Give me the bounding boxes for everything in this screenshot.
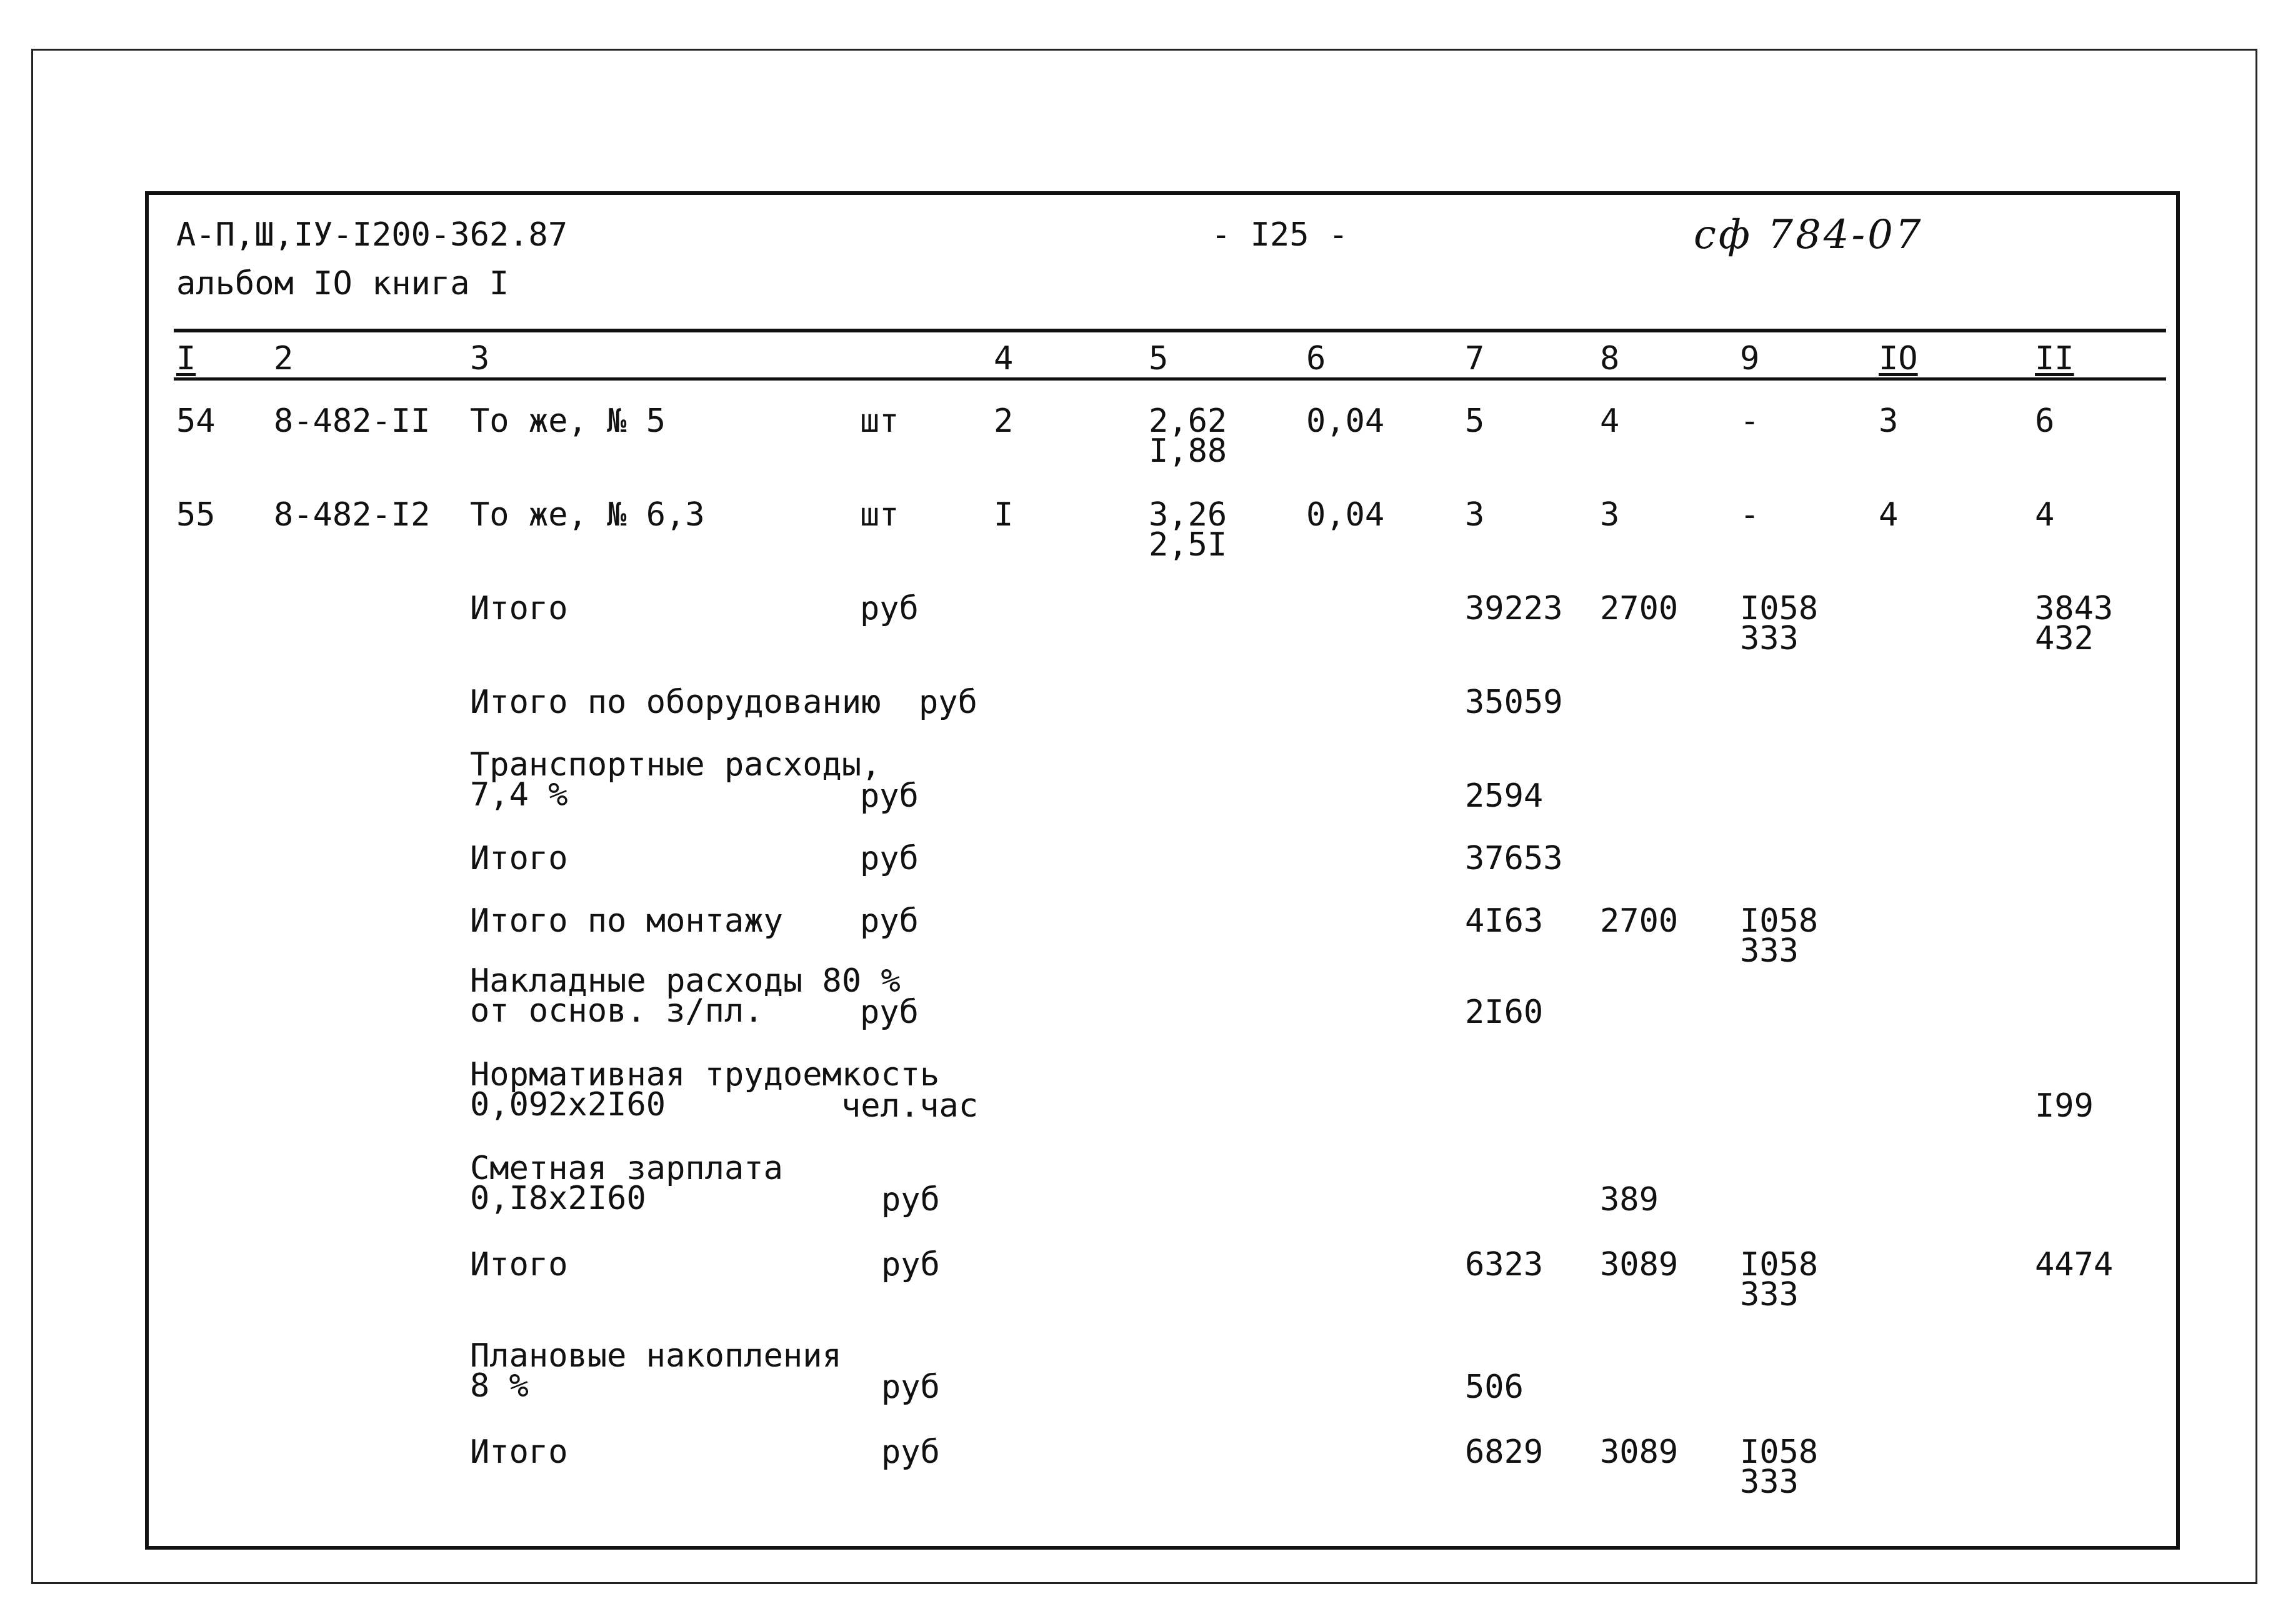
doc-code: А-П,Ш,IУ-I200-362.87 (176, 216, 568, 254)
column-number: 9 (1740, 340, 1760, 377)
summary-unit: руб (881, 1181, 940, 1218)
document-frame (145, 191, 2180, 1550)
summary-unit: руб (860, 902, 919, 940)
summary-col8: 3089 (1600, 1433, 1679, 1471)
summary-label-second: 0,I8x2I60 (470, 1180, 646, 1217)
summary-col8: 2700 (1600, 590, 1679, 627)
summary-col11: 3843 (2035, 590, 2114, 627)
column-number: 8 (1600, 340, 1620, 377)
row-number: 54 (176, 402, 216, 440)
item-code: 8-482-II (274, 402, 431, 440)
summary-col9: I058 (1740, 1246, 1819, 1283)
page-number: - I25 - (1211, 216, 1349, 254)
summary-col9-second: 333 (1740, 1276, 1799, 1313)
summary-unit: руб (860, 777, 919, 815)
cell-col10: 4 (1879, 496, 1899, 534)
summary-label: Итого по оборудованию (470, 684, 881, 721)
album-label: альбом IO книга I (176, 265, 509, 302)
column-number: 6 (1306, 340, 1326, 377)
header-rule-top (174, 329, 2166, 332)
summary-col9-second: 333 (1740, 1463, 1799, 1501)
summary-label: Сметная зарплата (470, 1150, 783, 1187)
column-number: I (176, 340, 196, 377)
summary-col11: 4474 (2035, 1246, 2114, 1283)
cell-col5-second: I,88 (1149, 432, 1227, 470)
summary-col8: 3089 (1600, 1246, 1679, 1283)
summary-col8: 389 (1600, 1181, 1659, 1218)
summary-col11: I99 (2035, 1087, 2094, 1125)
summary-unit: руб (881, 1246, 940, 1283)
summary-col7: 506 (1465, 1368, 1524, 1406)
summary-col7: 39223 (1465, 590, 1563, 627)
item-unit: шт (860, 496, 899, 534)
row-number: 55 (176, 496, 216, 534)
cell-col11: 4 (2035, 496, 2055, 534)
cell-col6: 0,04 (1306, 496, 1385, 534)
summary-unit: чел.час (841, 1087, 979, 1125)
column-number: II (2035, 340, 2074, 377)
item-unit: шт (860, 402, 899, 440)
item-name: То же, № 5 (470, 402, 666, 440)
summary-col7: 2594 (1465, 777, 1544, 815)
summary-col7: 2I60 (1465, 994, 1544, 1031)
summary-unit: руб (860, 994, 919, 1031)
cell-col5-second: 2,5I (1149, 526, 1227, 564)
summary-col9: I058 (1740, 902, 1819, 940)
cell-col8: 3 (1600, 496, 1620, 534)
summary-col7: 35059 (1465, 684, 1563, 721)
cell-col7: 5 (1465, 402, 1485, 440)
summary-label: Транспортные расходы, (470, 746, 881, 784)
summary-label: Итого (470, 840, 568, 877)
column-number: 2 (274, 340, 294, 377)
summary-label: Итого по монтажу (470, 902, 783, 940)
cell-col4: I (994, 496, 1014, 534)
column-number: 4 (994, 340, 1014, 377)
summary-label-second: 7,4 % (470, 776, 568, 814)
summary-col7: 37653 (1465, 840, 1563, 877)
summary-col9: I058 (1740, 1433, 1819, 1471)
column-number: 5 (1149, 340, 1169, 377)
item-name: То же, № 6,3 (470, 496, 705, 534)
summary-label-second: от основ. з/пл. (470, 992, 764, 1030)
summary-col7: 6829 (1465, 1433, 1544, 1471)
cell-col10: 3 (1879, 402, 1899, 440)
header-rule-bottom (174, 377, 2166, 381)
stamp-handwritten: сф 784-07 (1694, 212, 1924, 258)
summary-unit: руб (919, 684, 977, 721)
summary-col9-second: 333 (1740, 620, 1799, 657)
column-number: 3 (470, 340, 490, 377)
summary-unit: руб (860, 590, 919, 627)
cell-col7: 3 (1465, 496, 1485, 534)
summary-unit: руб (860, 840, 919, 877)
cell-col5: 3,26 (1149, 496, 1227, 534)
column-number: IO (1879, 340, 1918, 377)
summary-col9: I058 (1740, 590, 1819, 627)
summary-col8: 2700 (1600, 902, 1679, 940)
cell-col9: - (1740, 496, 1760, 534)
summary-unit: руб (881, 1368, 940, 1406)
summary-label: Итого (470, 590, 568, 627)
summary-label: Итого (470, 1433, 568, 1471)
summary-label: Накладные расходы 80 % (470, 962, 901, 1000)
cell-col9: - (1740, 402, 1760, 440)
summary-col11-second: 432 (2035, 620, 2094, 657)
summary-col7: 4I63 (1465, 902, 1544, 940)
cell-col8: 4 (1600, 402, 1620, 440)
summary-label-second: 8 % (470, 1367, 529, 1405)
summary-label: Плановые накопления (470, 1337, 842, 1375)
summary-unit: руб (881, 1433, 940, 1471)
summary-label: Итого (470, 1246, 568, 1283)
cell-col6: 0,04 (1306, 402, 1385, 440)
summary-col7: 6323 (1465, 1246, 1544, 1283)
summary-label-second: 0,092x2I60 (470, 1086, 666, 1123)
item-code: 8-482-I2 (274, 496, 431, 534)
cell-col5: 2,62 (1149, 402, 1227, 440)
cell-col11: 6 (2035, 402, 2055, 440)
summary-col9-second: 333 (1740, 932, 1799, 970)
summary-label: Нормативная трудоемкость (470, 1056, 940, 1093)
cell-col4: 2 (994, 402, 1014, 440)
column-number: 7 (1465, 340, 1485, 377)
